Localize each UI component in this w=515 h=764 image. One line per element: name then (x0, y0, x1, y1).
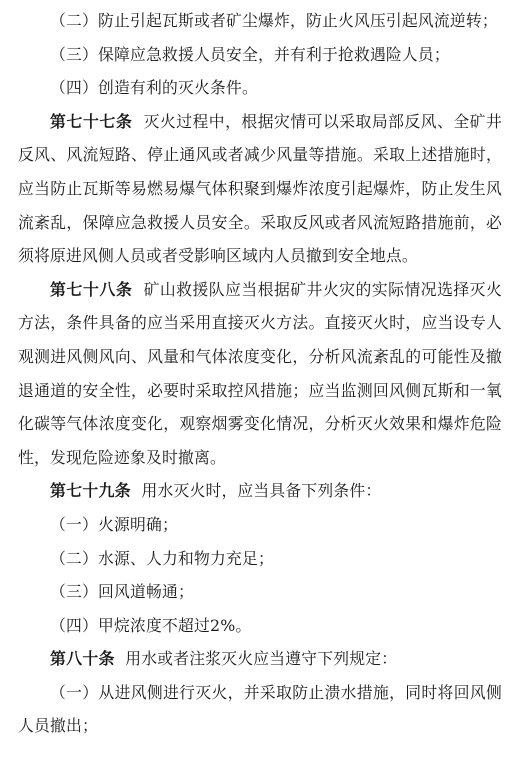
rule-item-1 (18, 676, 502, 743)
paragraph-item-4 (18, 71, 502, 105)
article-79 (18, 474, 502, 508)
paragraph-item-3 (18, 38, 502, 72)
paragraph-item-2 (18, 4, 502, 38)
article-heading: 第八十条 (50, 649, 115, 669)
article-heading: 第七十九条 (50, 481, 131, 501)
article-text: 灭火过程中，根据灾情可以采取局部反风、全矿井反风、风流短路、停止通风或者减少风量等措施。采取上述措施时，应当防止瓦斯等易燃易爆气体积聚到爆炸浓度引起爆炸，防止发生风流紊乱，保障应急救援人员安全。采取反风或者风流短路措施前，必须将原进风侧人员或者受影响区域内人员撤到安全地点。 (18, 111, 502, 266)
article-text: 用水灭火时，应当具备下列条件： (141, 481, 382, 501)
condition-item-3 (18, 575, 502, 609)
paragraph-text: （四）甲烷浓度不超过2%。 (50, 615, 252, 635)
paragraph-text: （三）回风道畅通； (50, 582, 194, 602)
condition-item-1 (18, 508, 502, 542)
article-text: 矿山救援队应当根据矿井火灾的实际情况选择灭火方法，条件具备的应当采用直接灭火方法。直接灭火时，应当设专人观测进风侧风向、风量和气体浓度变化，分析风流紊乱的可能性及撤退通道的安全性，必要时采取控风措施；应当监测回风侧瓦斯和一氧化碳等气体浓度变化，观察烟雾变化情况，分析灭火效果和爆炸危险性，发现危险迹象及时撤离。 (18, 279, 502, 467)
article-text: 用水或者注浆灭火应当遵守下列规定： (125, 649, 398, 669)
article-heading: 第七十七条 (50, 111, 133, 131)
paragraph-text: （三）保障应急救援人员安全，并有利于抢救遇险人员； (50, 44, 450, 64)
paragraph-text: （一）从进风侧进行灭火，并采取防止溃水措施，同时将回风侧人员撤出； (18, 682, 502, 736)
article-78 (18, 273, 502, 475)
article-heading: 第七十八条 (50, 279, 133, 299)
condition-item-2 (18, 542, 502, 576)
paragraph-text: （四）创造有利的灭火条件。 (50, 78, 258, 98)
paragraph-text: （二）水源、人力和物力充足； (50, 548, 274, 568)
condition-item-4 (18, 609, 502, 643)
article-77 (18, 105, 502, 273)
document-page (18, 4, 502, 743)
paragraph-text: （二）防止引起瓦斯或者矿尘爆炸，防止火风压引起风流逆转； (50, 11, 498, 30)
paragraph-text: （一）火源明确； (50, 514, 178, 534)
article-80 (18, 642, 502, 676)
